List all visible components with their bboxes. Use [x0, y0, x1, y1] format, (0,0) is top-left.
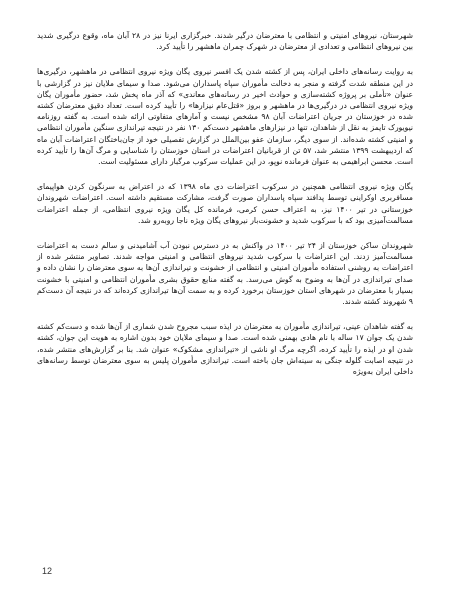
document-body: [37, 30, 413, 391]
paragraph-2: به روایت رسانه‌های داخلی ایران، پس از کشته شدن یک افسر نیروی یگان ویژه نیروی انتظامی در ماهشهر، درگیری‌ها در این منطقه شدت گرفته و منجر به دخالت مأموران سپاه پاسداران می‌شود. صدا و سیمای ملایان نیز در گزارشی با عنوان «تأملی بر پروژه کشته‌سازی و حوادث اخیر در رسانه‌های معاندی» که آذر ماه پخش شد، حضور مأموران یگان ویژه نیروی انتظامی در درگیری‌ها در ماهشهر و بروز «قتل‌عام نیزارها» را تأیید کرده است. تعداد دقیق معترضان کشته شده در خوزستان در جریان اعتراضات آبان ۹۸ مشخص نیست و آمارهای متفاوتی ارائه شده است. به گفته روزنامه نیویورک تایمز به نقل از شاهدان، تنها در نیزارهای ماهشهر دست‌کم ۱۳۰ نفر در نتیجه تیراندازی سنگین مأموران انتظامی و امنیتی کشته شده‌اند. از سوی دیگر، سازمان عفو بین‌الملل در گزارش تفصیلی خود از جان‌باختگان اعتراضات آبان ماه که اردیبهشت ۱۳۹۹ منتشر شد، ۵۷ تن از قربانیان اعتراضات در استان خوزستان را شناسایی و مرگ آن‌ها را تأیید کرده است. محسن ابراهیمی به عنوان فرمانده نوپو، در این عملیات سرکوب مرگبار دارای مسئولیت است.: [37, 67, 414, 167]
page-number: 12: [42, 566, 53, 576]
paragraph-4: شهروندان ساکن خوزستان از ۲۴ تیر ۱۴۰۰ در واکنش به در دسترس نبودن آب آشامیدنی و سالم دست به اعتراضات مسالمت‌آمیز زدند. این اعتراضات با سرکوب شدید نیروهای انتظامی و امنیتی مواجه شدند. تصاویر منتشر شده از اعتراضات به روشنی استفاده مأموران امنیتی و انتظامی از خشونت و تیراندازی آن‌ها به سوی معترضان را نشان داده و صدای تیراندازی در آن‌ها به وضوح به گوش می‌رسد. به گفته منابع حقوق بشری مأموران انتظامی و امنیتی با خشونت بسیار با معترضان در شهرهای استان خوزستان برخورد کرده و به سمت آن‌ها تیراندازی کرده‌اند که در نتیجه آن دست‌کم ۹ شهروند کشته شدند.: [37, 241, 413, 307]
paragraph-5: به گفته شاهدان عینی، تیراندازی مأموران به معترضان در ایذه سبب مجروح شدن شماری از آن‌ها شده و دست‌کم کشته شدن یک جوان ۱۷ ساله با نام هادی بهمنی شده است. صدا و سیمای ملایان خود بدون اشاره به هویت این جوان، کشته شدن او در ایذه را تأیید کرده، اگرچه مرگ او ناشی از «تیراندازی مشکوک» عنوان شد. بنا بر گزارش‌های منتشر شده، در نتیجه اصابت گلوله جنگی به سینه‌اش جان باخته است. تیراندازی مأموران پلیس به سوی معترضان توسط رسانه‌های داخلی ایران به‌ویژه: [37, 322, 413, 377]
paragraph-1: شهرستان، نیروهای امنیتی و انتظامی با معترضان درگیر شدند. خبرگزاری ایرنا نیز در ۲۸ آبان ماه، وقوع درگیری شدید بین نیروهای انتظامی و تعدادی از معترضان در شهرک چمران ماهشهر را تأیید کرد.: [37, 31, 413, 52]
paragraph-3: یگان ویژه نیروی انتظامی همچنین در سرکوب اعتراضات دی ماه ۱۳۹۸ که در اعتراض به سرنگون کردن هواپیمای مسافربری اوکراینی توسط پدافند سپاه پاسداران صورت گرفت، مشارکت مستقیم داشته است. اعتراضات شهروندان خوزستانی در تیر ۱۴۰۰ نیز، به اعتراف حسن کرمی، فرمانده کل یگان ویژه نیروی انتظامی، از جمله اعتراضات مسالمت‌آمیزی بود که با سرکوب شدید و خشونت‌بار نیروهای یگان ویژه ناجا روبه‌رو شد.: [37, 182, 413, 225]
